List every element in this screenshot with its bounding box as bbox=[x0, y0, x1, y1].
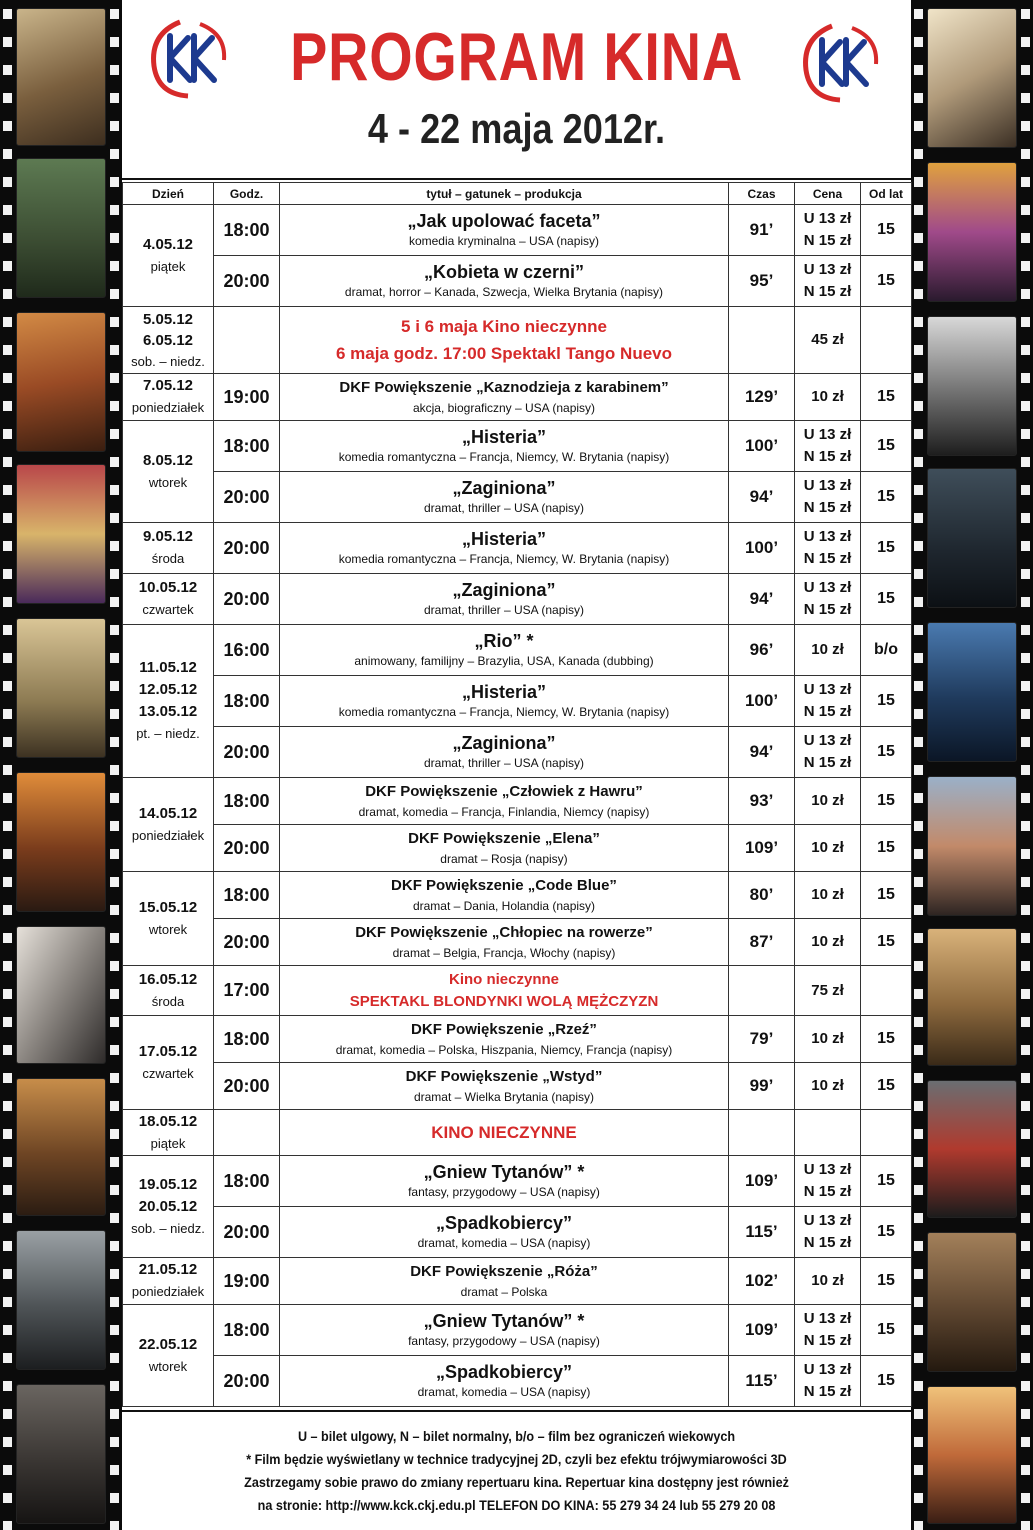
day-cell: 5.05.12 6.05.12 sob. – niedz. bbox=[123, 307, 214, 374]
film-cell: DKF Powiększenie „Elena” dramat – Rosja (napisy) bbox=[280, 825, 729, 872]
table-row bbox=[123, 421, 912, 472]
col-header-hour: Godz. bbox=[214, 183, 280, 205]
date-range: 4 - 22 maja 2012r. bbox=[367, 105, 666, 152]
day-cell: 18.05.12 piątek bbox=[123, 1110, 214, 1156]
col-header-time: Czas bbox=[729, 183, 795, 205]
film-cell: DKF Powiększenie „Róża” dramat – Polska bbox=[280, 1258, 729, 1305]
hour-cell: 19:00 bbox=[214, 374, 280, 421]
price-cell: U 13 zł N 15 zł bbox=[795, 472, 861, 523]
duration-cell: 109’ bbox=[729, 1305, 795, 1356]
table-row bbox=[123, 778, 912, 825]
duration-cell: 91’ bbox=[729, 205, 795, 256]
duration-cell: 94’ bbox=[729, 574, 795, 625]
duration-cell: 94’ bbox=[729, 472, 795, 523]
day-cell: 9.05.12 środa bbox=[123, 523, 214, 574]
age-cell: 15 bbox=[861, 205, 912, 256]
film-cell: „Kobieta w czerni” dramat, horror – Kanada, Szwecja, Wielka Brytania (napisy) bbox=[280, 256, 729, 307]
duration-cell: 100’ bbox=[729, 523, 795, 574]
duration-cell: 79’ bbox=[729, 1016, 795, 1063]
price-cell: 45 zł bbox=[795, 307, 861, 374]
hour-cell: 16:00 bbox=[214, 625, 280, 676]
duration-cell bbox=[729, 307, 795, 374]
hour-cell: 20:00 bbox=[214, 256, 280, 307]
table-row bbox=[123, 625, 912, 676]
duration-cell: 100’ bbox=[729, 676, 795, 727]
table-row bbox=[123, 966, 912, 1016]
price-cell: U 13 zł N 15 zł bbox=[795, 256, 861, 307]
schedule-table-wrap bbox=[122, 178, 911, 1412]
poster-frame bbox=[16, 464, 106, 604]
poster-frame bbox=[16, 618, 106, 758]
table-row bbox=[123, 205, 912, 256]
poster-frame bbox=[927, 776, 1017, 916]
age-cell bbox=[861, 1110, 912, 1156]
duration-cell: 96’ bbox=[729, 625, 795, 676]
age-cell: 15 bbox=[861, 676, 912, 727]
duration-cell: 94’ bbox=[729, 727, 795, 778]
age-cell: 15 bbox=[861, 256, 912, 307]
day-cell: 4.05.12 piątek bbox=[123, 205, 214, 307]
film-cell: „Zaginiona” dramat, thriller – USA (napisy) bbox=[280, 727, 729, 778]
hour-cell: 19:00 bbox=[214, 1258, 280, 1305]
age-cell: 15 bbox=[861, 778, 912, 825]
poster-frame bbox=[927, 316, 1017, 456]
footer-notes bbox=[122, 1425, 911, 1517]
duration-cell: 129’ bbox=[729, 374, 795, 421]
price-cell: U 13 zł N 15 zł bbox=[795, 421, 861, 472]
price-cell bbox=[795, 1110, 861, 1156]
film-strip-right bbox=[911, 0, 1033, 1530]
hour-cell: 20:00 bbox=[214, 919, 280, 966]
col-header-film: tytuł – gatunek – produkcja bbox=[280, 183, 729, 205]
film-cell: DKF Powiększenie „Chłopiec na rowerze” dramat – Belgia, Francja, Włochy (napisy) bbox=[280, 919, 729, 966]
day-cell: 14.05.12 poniedziałek bbox=[123, 778, 214, 872]
poster-frame bbox=[16, 926, 106, 1064]
film-cell: „Spadkobiercy” dramat, komedia – USA (napisy) bbox=[280, 1356, 729, 1407]
hour-cell bbox=[214, 1110, 280, 1156]
price-cell: U 13 zł N 15 zł bbox=[795, 1356, 861, 1407]
price-cell: 75 zł bbox=[795, 966, 861, 1016]
hour-cell: 20:00 bbox=[214, 1356, 280, 1407]
table-row bbox=[123, 1156, 912, 1207]
price-cell: 10 zł bbox=[795, 374, 861, 421]
film-cell: „Gniew Tytanów” * fantasy, przygodowy – USA (napisy) bbox=[280, 1305, 729, 1356]
table-row bbox=[123, 1110, 912, 1156]
day-cell: 17.05.12 czwartek bbox=[123, 1016, 214, 1110]
notice-cell: 5 i 6 maja Kino nieczynne 6 maja godz. 17:00 Spektakl Tango Nuevo bbox=[280, 307, 729, 374]
footer-contact: na stronie: http://www.kck.ckj.edu.pl TELEFON DO KINA: 55 279 34 24 lub 55 279 20 08 bbox=[257, 1497, 776, 1513]
duration-cell: 109’ bbox=[729, 1156, 795, 1207]
col-header-age: Od lat bbox=[861, 183, 912, 205]
hour-cell: 18:00 bbox=[214, 1305, 280, 1356]
poster-frame bbox=[927, 1232, 1017, 1372]
day-cell: 16.05.12 środa bbox=[123, 966, 214, 1016]
age-cell: 15 bbox=[861, 872, 912, 919]
poster-frame bbox=[16, 8, 106, 146]
price-cell: 10 zł bbox=[795, 825, 861, 872]
table-row bbox=[123, 727, 912, 778]
table-row bbox=[123, 574, 912, 625]
film-cell: „Histeria” komedia romantyczna – Francja, Niemcy, W. Brytania (napisy) bbox=[280, 676, 729, 727]
price-cell: 10 zł bbox=[795, 1258, 861, 1305]
schedule-table bbox=[122, 182, 912, 1407]
day-cell: 21.05.12 poniedziałek bbox=[123, 1258, 214, 1305]
day-cell: 22.05.12 wtorek bbox=[123, 1305, 214, 1407]
age-cell: 15 bbox=[861, 472, 912, 523]
duration-cell: 100’ bbox=[729, 421, 795, 472]
price-cell: U 13 zł N 15 zł bbox=[795, 1207, 861, 1258]
poster-frame bbox=[16, 772, 106, 912]
age-cell: 15 bbox=[861, 421, 912, 472]
hour-cell: 18:00 bbox=[214, 205, 280, 256]
price-cell: 10 zł bbox=[795, 625, 861, 676]
age-cell: 15 bbox=[861, 523, 912, 574]
hour-cell: 18:00 bbox=[214, 872, 280, 919]
age-cell: 15 bbox=[861, 1356, 912, 1407]
poster-frame bbox=[927, 1080, 1017, 1218]
film-cell: „Gniew Tytanów” * fantasy, przygodowy – USA (napisy) bbox=[280, 1156, 729, 1207]
page-title: PROGRAM KINA bbox=[290, 19, 743, 95]
duration-cell: 115’ bbox=[729, 1356, 795, 1407]
age-cell: 15 bbox=[861, 374, 912, 421]
hour-cell: 18:00 bbox=[214, 778, 280, 825]
col-header-price: Cena bbox=[795, 183, 861, 205]
poster-frame bbox=[927, 162, 1017, 302]
duration-cell: 95’ bbox=[729, 256, 795, 307]
price-cell: U 13 zł N 15 zł bbox=[795, 574, 861, 625]
hour-cell: 20:00 bbox=[214, 727, 280, 778]
poster-frame bbox=[16, 312, 106, 452]
poster-frame bbox=[16, 158, 106, 298]
duration-cell: 115’ bbox=[729, 1207, 795, 1258]
film-strip-left bbox=[0, 0, 122, 1530]
table-row bbox=[123, 825, 912, 872]
table-row bbox=[123, 472, 912, 523]
film-cell: „Zaginiona” dramat, thriller – USA (napisy) bbox=[280, 472, 729, 523]
age-cell: b/o bbox=[861, 625, 912, 676]
age-cell: 15 bbox=[861, 1156, 912, 1207]
day-cell: 8.05.12 wtorek bbox=[123, 421, 214, 523]
price-cell: 10 zł bbox=[795, 1063, 861, 1110]
table-row bbox=[123, 1016, 912, 1063]
duration-cell bbox=[729, 966, 795, 1016]
age-cell: 15 bbox=[861, 1258, 912, 1305]
price-cell: 10 zł bbox=[795, 1016, 861, 1063]
age-cell: 15 bbox=[861, 1063, 912, 1110]
age-cell: 15 bbox=[861, 574, 912, 625]
hour-cell: 20:00 bbox=[214, 1207, 280, 1258]
film-cell: „Rio” * animowany, familijny – Brazylia, USA, Kanada (dubbing) bbox=[280, 625, 729, 676]
film-cell: DKF Powiększenie „Code Blue” dramat – Dania, Holandia (napisy) bbox=[280, 872, 729, 919]
hour-cell: 18:00 bbox=[214, 421, 280, 472]
hour-cell: 20:00 bbox=[214, 1063, 280, 1110]
footer-2d-note: * Film będzie wyświetlany w technice tradycyjnej 2D, czyli bez efektu trójwymiarowości 3D bbox=[246, 1451, 787, 1467]
table-row bbox=[123, 676, 912, 727]
col-header-day: Dzień bbox=[123, 183, 214, 205]
poster-frame bbox=[16, 1078, 106, 1216]
film-cell: DKF Powiększenie „Człowiek z Hawru” dramat, komedia – Francja, Finlandia, Niemcy (napisy) bbox=[280, 778, 729, 825]
notice-cell: Kino nieczynne SPEKTAKL BLONDYNKI WOLĄ MĘŻCZYZN bbox=[280, 966, 729, 1016]
poster-frame bbox=[927, 468, 1017, 608]
poster-frame bbox=[927, 8, 1017, 148]
table-row bbox=[123, 1207, 912, 1258]
age-cell bbox=[861, 307, 912, 374]
footer-legend: U – bilet ulgowy, N – bilet normalny, b/o – film bez ograniczeń wiekowych bbox=[297, 1428, 736, 1444]
age-cell: 15 bbox=[861, 727, 912, 778]
film-cell: „Histeria” komedia romantyczna – Francja, Niemcy, W. Brytania (napisy) bbox=[280, 523, 729, 574]
table-row bbox=[123, 523, 912, 574]
hour-cell: 20:00 bbox=[214, 523, 280, 574]
hour-cell: 20:00 bbox=[214, 472, 280, 523]
table-row bbox=[123, 374, 912, 421]
hour-cell: 20:00 bbox=[214, 825, 280, 872]
age-cell: 15 bbox=[861, 1207, 912, 1258]
poster-frame bbox=[16, 1384, 106, 1524]
duration-cell: 93’ bbox=[729, 778, 795, 825]
price-cell: U 13 zł N 15 zł bbox=[795, 676, 861, 727]
poster-frame bbox=[927, 622, 1017, 762]
age-cell: 15 bbox=[861, 1305, 912, 1356]
footer-disclaimer: Zastrzegamy sobie prawo do zmiany repertuaru kina. Repertuar kina dostępny jest również bbox=[244, 1474, 789, 1490]
film-cell: „Jak upolować faceta” komedia kryminalna – USA (napisy) bbox=[280, 205, 729, 256]
table-row bbox=[123, 872, 912, 919]
hour-cell bbox=[214, 307, 280, 374]
film-cell: DKF Powiększenie „Rzeź” dramat, komedia – Polska, Hiszpania, Niemcy, Francja (napisy) bbox=[280, 1016, 729, 1063]
table-row bbox=[123, 256, 912, 307]
hour-cell: 18:00 bbox=[214, 676, 280, 727]
film-cell: „Histeria” komedia romantyczna – Francja, Niemcy, W. Brytania (napisy) bbox=[280, 421, 729, 472]
hour-cell: 18:00 bbox=[214, 1016, 280, 1063]
duration-cell bbox=[729, 1110, 795, 1156]
poster-frame bbox=[927, 1386, 1017, 1524]
duration-cell: 80’ bbox=[729, 872, 795, 919]
price-cell: U 13 zł N 15 zł bbox=[795, 523, 861, 574]
price-cell: 10 zł bbox=[795, 919, 861, 966]
film-cell: „Zaginiona” dramat, thriller – USA (napisy) bbox=[280, 574, 729, 625]
table-row bbox=[123, 1305, 912, 1356]
duration-cell: 99’ bbox=[729, 1063, 795, 1110]
poster-frame bbox=[16, 1230, 106, 1370]
price-cell: 10 zł bbox=[795, 778, 861, 825]
poster-frame bbox=[927, 928, 1017, 1066]
hour-cell: 20:00 bbox=[214, 574, 280, 625]
day-cell: 11.05.12 12.05.12 13.05.12 pt. – niedz. bbox=[123, 625, 214, 778]
price-cell: U 13 zł N 15 zł bbox=[795, 727, 861, 778]
film-cell: DKF Powiększenie „Wstyd” dramat – Wielka Brytania (napisy) bbox=[280, 1063, 729, 1110]
day-cell: 15.05.12 wtorek bbox=[123, 872, 214, 966]
age-cell: 15 bbox=[861, 825, 912, 872]
day-cell: 10.05.12 czwartek bbox=[123, 574, 214, 625]
price-cell: U 13 zł N 15 zł bbox=[795, 1305, 861, 1356]
day-cell: 19.05.12 20.05.12 sob. – niedz. bbox=[123, 1156, 214, 1258]
age-cell: 15 bbox=[861, 919, 912, 966]
age-cell bbox=[861, 966, 912, 1016]
duration-cell: 102’ bbox=[729, 1258, 795, 1305]
day-cell: 7.05.12 poniedziałek bbox=[123, 374, 214, 421]
film-cell: DKF Powiększenie „Kaznodzieja z karabinem” akcja, biograficzny – USA (napisy) bbox=[280, 374, 729, 421]
age-cell: 15 bbox=[861, 1016, 912, 1063]
table-row bbox=[123, 1063, 912, 1110]
notice-cell: KINO NIECZYNNE bbox=[280, 1110, 729, 1156]
price-cell: U 13 zł N 15 zł bbox=[795, 205, 861, 256]
hour-cell: 17:00 bbox=[214, 966, 280, 1016]
film-cell: „Spadkobiercy” dramat, komedia – USA (napisy) bbox=[280, 1207, 729, 1258]
price-cell: 10 zł bbox=[795, 872, 861, 919]
duration-cell: 109’ bbox=[729, 825, 795, 872]
table-row bbox=[123, 307, 912, 374]
duration-cell: 87’ bbox=[729, 919, 795, 966]
table-row bbox=[123, 919, 912, 966]
table-header-row bbox=[123, 183, 912, 205]
price-cell: U 13 zł N 15 zł bbox=[795, 1156, 861, 1207]
table-row bbox=[123, 1356, 912, 1407]
hour-cell: 18:00 bbox=[214, 1156, 280, 1207]
table-row bbox=[123, 1258, 912, 1305]
